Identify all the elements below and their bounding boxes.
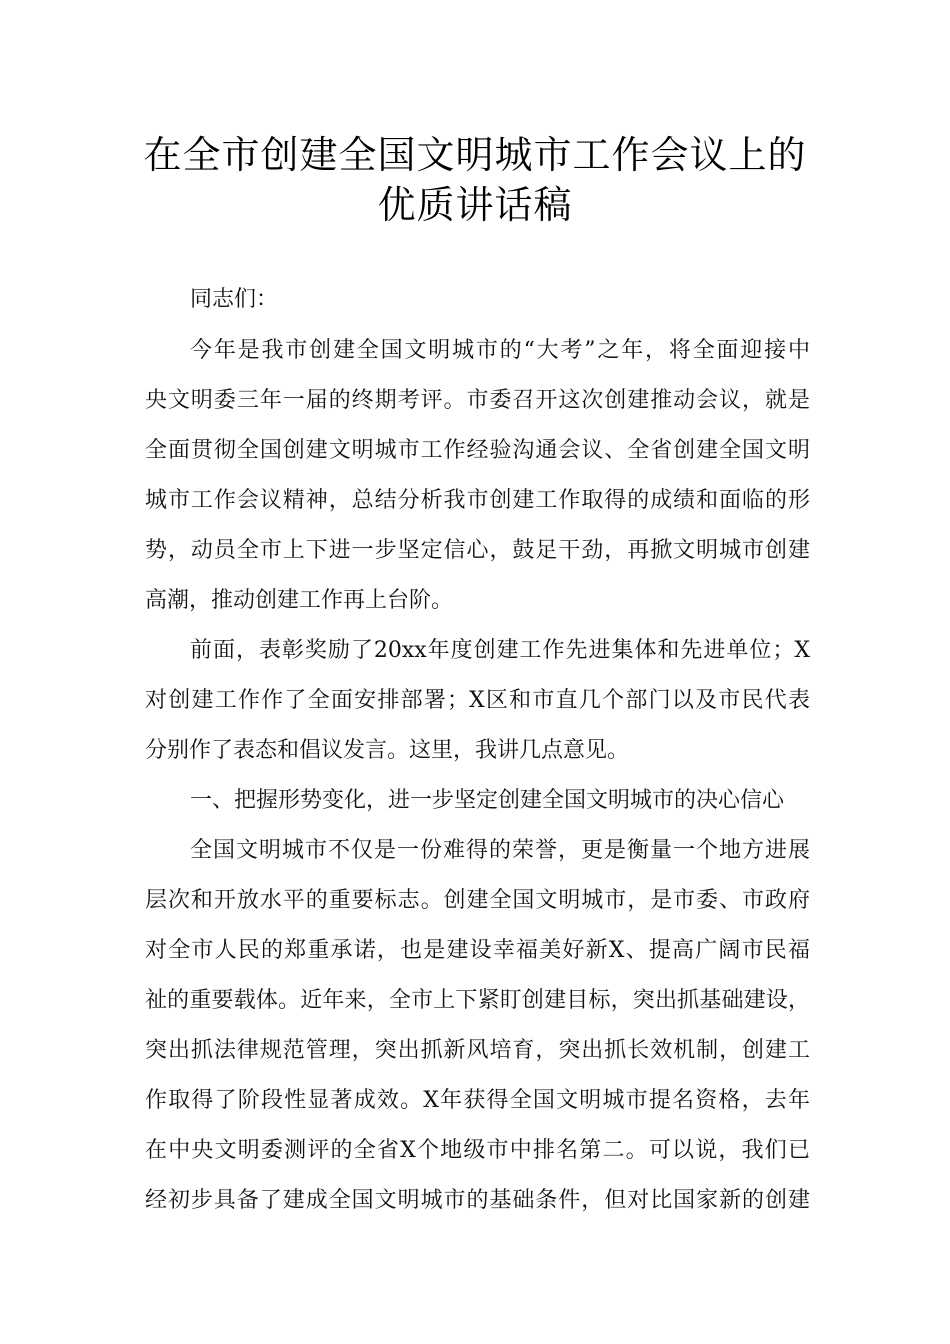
paragraph-2-line-1: 前面，表彰奖励了20xx年度创建工作先进集体和先进单位；X xyxy=(190,638,810,663)
paragraph-2-line-3: 分别作了表态和倡议发言。这里，我讲几点意见。 xyxy=(145,738,630,763)
paragraph-1-line-4: 城市工作会议精神，总结分析我市创建工作取得的成绩和面临的形 xyxy=(145,488,810,513)
paragraph-3-line-2: 层次和开放水平的重要标志。创建全国文明城市，是市委、市政府 xyxy=(145,888,810,913)
section-heading-1: 一、把握形势变化，进一步坚定创建全国文明城市的决心信心 xyxy=(190,788,785,813)
document-title-line-1: 在全市创建全国文明城市工作会议上的 xyxy=(143,133,807,177)
paragraph-3-line-3: 对全市人民的郑重承诺，也是建设幸福美好新X、提高广阔市民福 xyxy=(145,938,810,963)
paragraph-3-line-5: 突出抓法律规范管理，突出抓新风培育，突出抓长效机制，创建工 xyxy=(145,1038,810,1063)
paragraph-3-line-7: 在中央文明委测评的全省X个地级市中排名第二。可以说，我们已 xyxy=(145,1138,810,1163)
paragraph-1-line-1: 今年是我市创建全国文明城市的“大考”之年，将全面迎接中 xyxy=(190,338,810,363)
paragraph-1-line-2: 央文明委三年一届的终期考评。市委召开这次创建推动会议，就是 xyxy=(145,388,810,413)
paragraph-2-line-2: 对创建工作作了全面安排部署；X区和市直几个部门以及市民代表 xyxy=(145,688,810,713)
paragraph-1-line-6: 高潮，推动创建工作再上台阶。 xyxy=(145,588,454,613)
salutation: 同志们： xyxy=(190,287,279,312)
paragraph-3-line-8: 经初步具备了建成全国文明城市的基础条件，但对比国家新的创建 xyxy=(145,1188,810,1213)
paragraph-3-line-1: 全国文明城市不仅是一份难得的荣誉，更是衡量一个地方进展 xyxy=(190,838,810,863)
paragraph-1-line-3: 全面贯彻全国创建文明城市工作经验沟通会议、全省创建全国文明 xyxy=(145,438,810,463)
paragraph-3-line-6: 作取得了阶段性显著成效。X年获得全国文明城市提名资格，去年 xyxy=(145,1088,810,1113)
paragraph-3-line-4: 祉的重要载体。近年来，全市上下紧盯创建目标，突出抓基础建设， xyxy=(145,988,810,1013)
document-title-line-2: 优质讲话稿 xyxy=(377,183,573,227)
paragraph-1-line-5: 势，动员全市上下进一步坚定信心，鼓足干劲，再掀文明城市创建 xyxy=(145,538,810,563)
